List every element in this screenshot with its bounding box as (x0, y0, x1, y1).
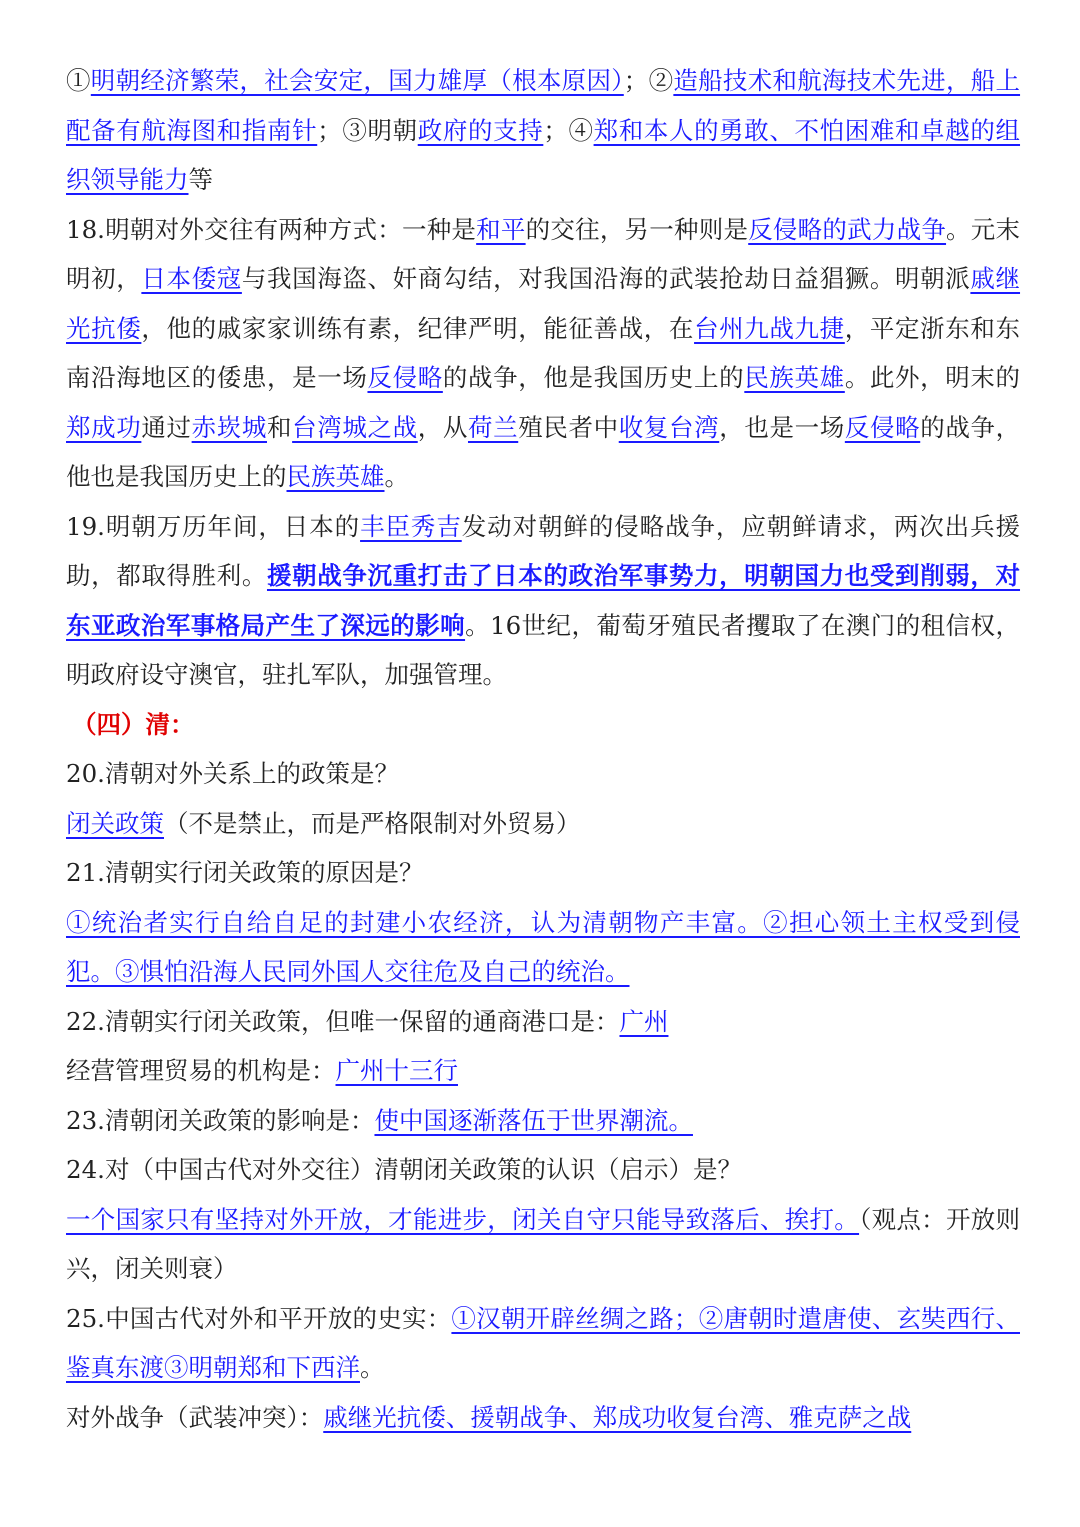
highlighted-text: 反侵略 (844, 412, 921, 442)
body-text: 通过 (141, 412, 192, 442)
highlighted-text: 政府的支持 (417, 115, 544, 145)
highlighted-text: 造船技术和航海技术先进，船上配备有航海图和指南针 (66, 66, 1021, 145)
paragraph (66, 502, 1020, 700)
body-text: 和 (267, 412, 293, 442)
body-text: ；④ (543, 115, 594, 145)
paragraph (66, 1096, 1020, 1146)
body-text: 等 (188, 165, 213, 194)
highlighted-text: 台湾城之战 (292, 412, 418, 442)
paragraph (66, 1046, 1020, 1096)
body-text: 经营管理贸易的机构是： (66, 1056, 336, 1085)
paragraph (66, 1393, 1020, 1443)
body-text: 20.清朝对外关系上的政策是？ (66, 759, 399, 788)
body-text: 的交往，另一种则是 (525, 214, 749, 244)
highlighted-text: 丰臣秀吉 (360, 511, 462, 541)
body-text: 的战争，他是我国历史上的 (442, 363, 745, 392)
highlighted-text: 日本倭寇 (141, 264, 242, 293)
paragraph (66, 799, 1020, 849)
body-text: ；③明朝 (317, 115, 418, 145)
paragraph (66, 997, 1020, 1047)
highlighted-text: 收复台湾 (618, 412, 720, 442)
body-text: 22.清朝实行闭关政策，但唯一保留的通商港口是： (66, 1006, 620, 1036)
section-heading: （四）清： (72, 709, 195, 739)
highlighted-text: 援朝战争沉重打击了日本的政治军事势力，明朝国力也受到削弱，对东亚政治军事格局产生了深远的影响 (66, 561, 1021, 640)
highlighted-text: 戚继光抗倭、援朝战争、郑成功收复台湾、雅克萨之战 (323, 1402, 912, 1432)
highlighted-text: 明朝经济繁荣，社会安定，国力雄厚（根本原因） (90, 66, 624, 95)
highlighted-text: 使中国逐渐落伍于世界潮流。 (374, 1105, 693, 1135)
highlighted-text: 反侵略的武力战争 (748, 214, 947, 244)
paragraph (66, 848, 1020, 898)
body-text: 。此外，明末的 (844, 363, 1021, 392)
highlighted-text: 和平 (476, 214, 526, 244)
paragraph (66, 749, 1020, 799)
body-text: 18.明朝对外交往有两种方式：一种是 (66, 214, 477, 244)
body-text: 23.清朝闭关政策的影响是： (66, 1105, 375, 1135)
highlighted-text: 郑成功 (66, 412, 142, 442)
paragraph (66, 1195, 1020, 1294)
highlighted-text: 闭关政策 (66, 808, 164, 838)
body-text: 。 (384, 462, 409, 491)
body-text: 。元末明初， (66, 214, 1021, 293)
body-text: （不是禁止，而是严格限制对外贸易） (164, 808, 581, 838)
body-text: 。16世纪，葡萄牙殖民者攫取了在澳门的租信权，明政府设守澳官，驻扎军队，加强管理。 (66, 610, 1020, 689)
body-text: 19.明朝万历年间，日本的 (66, 511, 361, 541)
highlighted-text: 荷兰 (467, 412, 519, 442)
body-text: ，也是一场 (719, 412, 845, 442)
highlighted-text: 民族英雄 (744, 363, 845, 392)
highlighted-text: 民族英雄 (286, 462, 385, 491)
body-text: 对外战争（武装冲突）： (66, 1402, 324, 1432)
body-text: 与我国海盗、奸商勾结，对我国沿海的武装抢劫日益猖獗。明朝派 (241, 264, 971, 293)
body-text: ；② (623, 66, 674, 95)
highlighted-text: 反侵略 (367, 363, 443, 392)
highlighted-text: 郑和本人的勇敢、不怕困难和卓越的组织领导能力 (66, 115, 1021, 194)
highlighted-text: 戚继光抗倭 (66, 264, 1021, 343)
body-text: 24.对（中国古代对外交往）清朝闭关政策的认识（启示）是？ (66, 1155, 742, 1184)
paragraph (66, 205, 1020, 502)
body-text: ，从 (417, 412, 468, 442)
body-text: 21.清朝实行闭关政策的原因是？ (66, 858, 424, 887)
paragraph (66, 1294, 1020, 1393)
body-text: ，他的戚家家训练有素，纪律严明，能征善战，在 (141, 313, 695, 343)
body-text: 25.中国古代对外和平开放的史实： (66, 1303, 452, 1333)
body-text: （观点：开放则兴，闭关则衰） (66, 1204, 1021, 1283)
highlighted-text: 广州 (619, 1006, 669, 1036)
body-text: 的战争，他也是我国历史上的 (66, 412, 1021, 491)
body-text: 。 (360, 1353, 385, 1382)
body-text: 殖民者中 (518, 412, 619, 442)
body-text: 发动对朝鲜的侵略战争，应朝鲜请求，两次出兵援助，都取得胜利。 (66, 511, 1021, 590)
highlighted-text: ①汉朝开辟丝绸之路；②唐朝时遣唐使、玄奘西行、鉴真东渡③明朝郑和下西洋 (66, 1303, 1020, 1382)
paragraph (66, 898, 1020, 997)
highlighted-text: ①统治者实行自给自足的封建小农经济，认为清朝物产丰富。②担心领土主权受到侵犯。③惧怕沿海人民同外国人交往危及自己的统治。 (66, 907, 1020, 986)
highlighted-text: 台州九战九捷 (694, 313, 845, 343)
body-text: ，平定浙东和东南沿海地区的倭患，是一场 (66, 313, 1021, 392)
highlighted-text: 广州十三行 (335, 1056, 458, 1085)
highlighted-text: 赤崁城 (191, 412, 267, 442)
body-text: ① (66, 66, 91, 95)
highlighted-text: 一个国家只有坚持对外开放，才能进步，闭关自守只能导致落后、挨打。 (66, 1204, 860, 1234)
paragraph (66, 56, 1020, 205)
paragraph (66, 1145, 1020, 1195)
